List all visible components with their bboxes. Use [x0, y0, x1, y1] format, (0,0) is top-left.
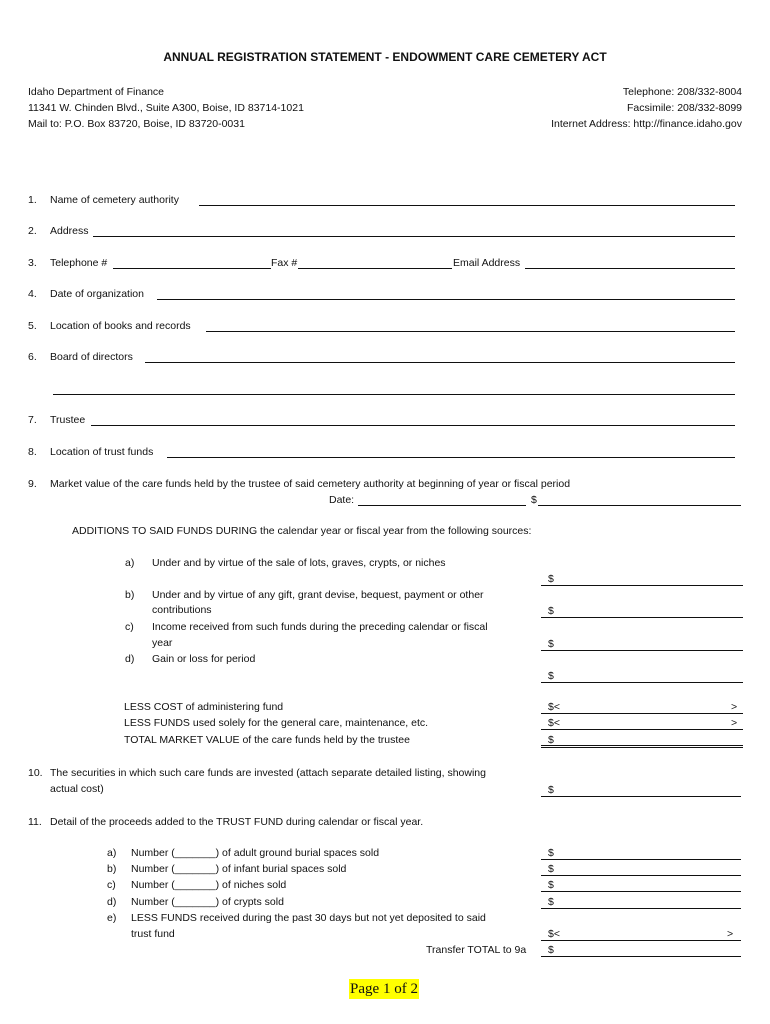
- item-7-number: 7.: [28, 414, 37, 426]
- addition-c-amount-field[interactable]: [541, 650, 743, 651]
- less-funds-close: >: [731, 717, 738, 729]
- proceeds-a-dollar-sign: $: [548, 847, 554, 859]
- addition-a-text: Under and by virtue of the sale of lots, graves, crypts, or niches: [152, 557, 446, 569]
- date-of-organization-field[interactable]: [157, 299, 735, 300]
- agency-website: Internet Address: http://finance.idaho.gov: [551, 118, 742, 130]
- item-6-number: 6.: [28, 351, 37, 363]
- item-9-label: Market value of the care funds held by the trustee of said cemetery authority at beginning of year or fiscal period: [50, 478, 571, 490]
- proceeds-d-text: Number (_______) of crypts sold: [131, 896, 284, 908]
- transfer-total-label: Transfer TOTAL to 9a: [426, 944, 527, 956]
- addition-c-text-line-1: Income received from such funds during the preceding calendar or fiscal: [152, 621, 488, 633]
- item-4-number: 4.: [28, 288, 37, 300]
- item-1-label: Name of cemetery authority: [50, 194, 179, 206]
- fax-label: Fax #: [271, 257, 298, 269]
- item-9-number: 9.: [28, 478, 37, 490]
- addition-a-letter: a): [125, 557, 135, 569]
- item-3-number: 3.: [28, 257, 37, 269]
- proceeds-c-amount-field[interactable]: [541, 891, 741, 892]
- email-label: Email Address: [453, 257, 521, 269]
- addition-b-text-line-2: contributions: [152, 604, 212, 616]
- email-field[interactable]: [525, 268, 735, 269]
- fax-field[interactable]: [298, 268, 452, 269]
- less-cost-open: $<: [548, 701, 560, 713]
- market-value-dollar-sign: $: [531, 494, 537, 506]
- securities-dollar-sign: $: [548, 784, 554, 796]
- market-value-date-label: Date:: [329, 494, 355, 506]
- item-6-label: Board of directors: [50, 351, 133, 363]
- less-cost-amount-field[interactable]: [541, 713, 743, 714]
- cemetery-authority-name-field[interactable]: [199, 205, 735, 206]
- addition-b-text-line-1: Under and by virtue of any gift, grant devise, bequest, payment or other: [152, 589, 484, 601]
- agency-name: Idaho Department of Finance: [28, 86, 164, 98]
- proceeds-d-amount-field[interactable]: [541, 908, 741, 909]
- addition-b-amount-field[interactable]: [541, 617, 743, 618]
- agency-mail: Mail to: P.O. Box 83720, Boise, ID 83720-0031: [28, 118, 245, 130]
- less-funds-label: LESS FUNDS used solely for the general care, maintenance, etc.: [124, 717, 429, 729]
- agency-telephone: Telephone: 208/332-8004: [622, 86, 742, 98]
- securities-amount-field[interactable]: [541, 796, 741, 797]
- item-2-label: Address: [50, 225, 89, 237]
- less-cost-close: >: [731, 701, 738, 713]
- proceeds-b-dollar-sign: $: [548, 863, 554, 875]
- item-8-number: 8.: [28, 446, 37, 458]
- proceeds-e-amount-field[interactable]: [541, 940, 741, 941]
- addition-d-amount-field[interactable]: [541, 682, 743, 683]
- addition-d-dollar-sign: $: [548, 670, 554, 682]
- board-of-directors-field-line-2[interactable]: [53, 394, 735, 395]
- proceeds-a-text: Number (_______) of adult ground burial spaces sold: [131, 847, 380, 859]
- addition-d-text: Gain or loss for period: [152, 653, 256, 665]
- addition-a-amount-field[interactable]: [541, 585, 743, 586]
- proceeds-e-open: $<: [548, 928, 560, 940]
- addition-b-dollar-sign: $: [548, 605, 554, 617]
- agency-address-block: [28, 84, 304, 132]
- additions-heading: ADDITIONS TO SAID FUNDS DURING the calendar year or fiscal year from the following sources:: [72, 525, 532, 537]
- proceeds-a-letter: a): [107, 847, 117, 859]
- addition-a-dollar-sign: $: [548, 573, 554, 585]
- proceeds-c-letter: c): [107, 879, 116, 891]
- market-value-date-field[interactable]: [358, 505, 526, 506]
- transfer-total-amount-field[interactable]: [541, 956, 741, 957]
- telephone-field[interactable]: [113, 268, 271, 269]
- addition-c-dollar-sign: $: [548, 638, 554, 650]
- addition-c-text-line-2: year: [152, 637, 173, 649]
- item-11-label: Detail of the proceeds added to the TRUST FUND during calendar or fiscal year.: [50, 816, 424, 828]
- page-number: Page 1 of 2: [350, 981, 418, 997]
- agency-facsimile: Facsimile: 208/332-8099: [627, 102, 742, 114]
- item-8-label: Location of trust funds: [50, 446, 154, 458]
- item-2-number: 2.: [28, 225, 37, 237]
- addition-d-letter: d): [125, 653, 135, 665]
- total-market-value-label: TOTAL MARKET VALUE of the care funds held by the trustee: [124, 734, 410, 746]
- less-cost-label: LESS COST of administering fund: [124, 701, 284, 713]
- transfer-total-dollar-sign: $: [548, 944, 554, 956]
- proceeds-d-letter: d): [107, 896, 117, 908]
- addition-b-letter: b): [125, 589, 135, 601]
- less-funds-amount-field[interactable]: [541, 729, 743, 730]
- agency-contact-block: [551, 84, 742, 132]
- proceeds-a-amount-field[interactable]: [541, 859, 741, 860]
- less-funds-open: $<: [548, 717, 560, 729]
- proceeds-c-dollar-sign: $: [548, 879, 554, 891]
- telephone-label: Telephone #: [50, 257, 108, 269]
- market-value-amount-field[interactable]: [538, 505, 741, 506]
- total-market-value-dollar-sign: $: [548, 734, 554, 746]
- item-4-label: Date of organization: [50, 288, 144, 300]
- proceeds-d-dollar-sign: $: [548, 896, 554, 908]
- agency-street: 11341 W. Chinden Blvd., Suite A300, Boise, ID 83714-1021: [28, 102, 304, 114]
- item-10-text-line-1: The securities in which such care funds are invested (attach separate detailed listing, showing: [50, 767, 486, 779]
- proceeds-e-text-line-1: LESS FUNDS received during the past 30 days but not yet deposited to said: [131, 912, 486, 924]
- proceeds-b-letter: b): [107, 863, 117, 875]
- proceeds-c-text: Number (_______) of niches sold: [131, 879, 287, 891]
- proceeds-e-text-line-2: trust fund: [131, 928, 175, 940]
- proceeds-b-amount-field[interactable]: [541, 875, 741, 876]
- board-of-directors-field[interactable]: [145, 362, 735, 363]
- form-title: ANNUAL REGISTRATION STATEMENT - ENDOWMENT CARE CEMETERY ACT: [163, 50, 607, 64]
- item-11-number: 11.: [28, 816, 42, 828]
- total-market-value-amount-field[interactable]: [541, 745, 743, 748]
- proceeds-e-letter: e): [107, 912, 117, 924]
- item-10-text-line-2: actual cost): [50, 783, 104, 795]
- trustee-field[interactable]: [91, 425, 735, 426]
- proceeds-e-close: >: [727, 928, 734, 940]
- item-5-number: 5.: [28, 320, 37, 332]
- item-10-number: 10.: [28, 767, 43, 779]
- item-5-label: Location of books and records: [50, 320, 191, 332]
- item-1-number: 1.: [28, 194, 37, 206]
- address-field[interactable]: [93, 236, 735, 237]
- proceeds-b-text: Number (_______) of infant burial spaces sold: [131, 863, 347, 875]
- trust-funds-location-field[interactable]: [167, 457, 735, 458]
- item-7-label: Trustee: [50, 414, 86, 426]
- addition-c-letter: c): [125, 621, 134, 633]
- books-location-field[interactable]: [206, 331, 735, 332]
